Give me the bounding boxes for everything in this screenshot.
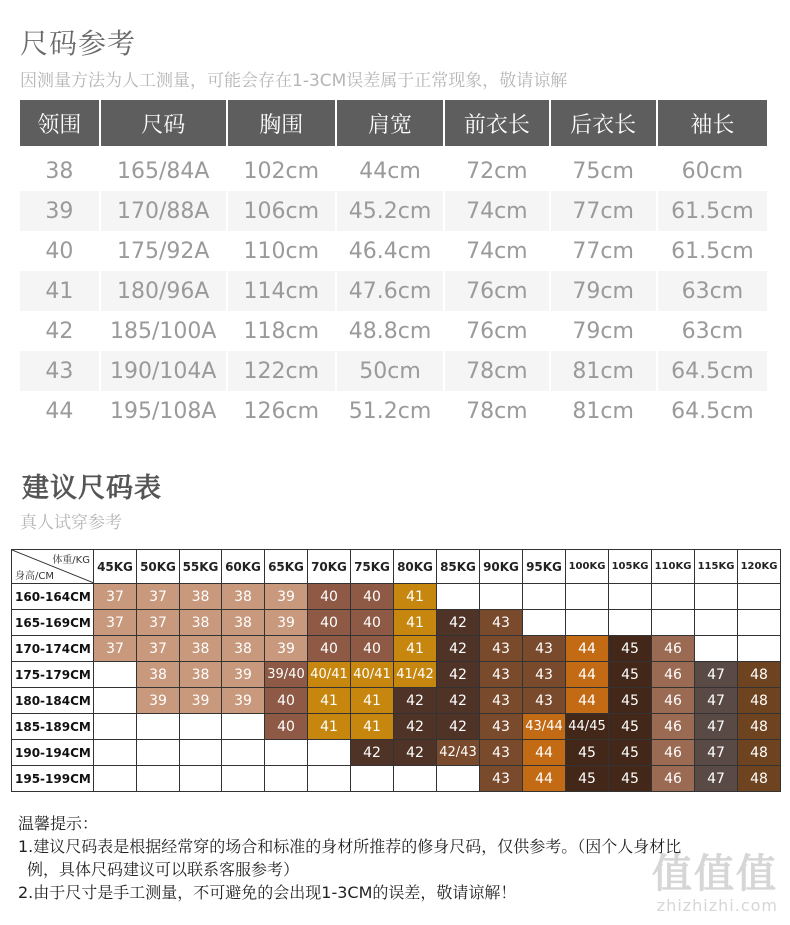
grid-cell: 38 (180, 610, 222, 636)
weight-header: 75KG (351, 550, 394, 584)
table-cell: 170/88A (101, 191, 228, 231)
table-cell: 50cm (337, 351, 445, 391)
grid-cell: 46 (652, 714, 695, 740)
grid-cell: 38 (222, 610, 265, 636)
recommend-grid (11, 549, 781, 792)
table-cell: 165/84A (101, 151, 228, 191)
grid-cell: 43 (523, 636, 566, 662)
recommend-subtitle: 真人试穿参考 (20, 513, 122, 533)
watermark-url: zhizhizhi.com (656, 896, 778, 915)
grid-cell: 42 (437, 662, 480, 688)
grid-cell (652, 584, 695, 610)
grid-cell (566, 584, 609, 610)
grid-cell (137, 714, 180, 740)
weight-header: 65KG (265, 550, 308, 584)
grid-cell: 40 (351, 584, 394, 610)
grid-cell: 45 (609, 740, 652, 766)
grid-row (12, 714, 781, 740)
grid-cell (566, 610, 609, 636)
grid-cell (308, 740, 351, 766)
grid-cell: 47 (695, 740, 738, 766)
grid-cell: 39 (265, 610, 308, 636)
notes-heading: 温馨提示： (18, 814, 99, 833)
table-row (20, 231, 767, 271)
grid-row (12, 584, 781, 610)
grid-cell: 37 (94, 610, 137, 636)
table-cell: 81cm (551, 391, 658, 431)
grid-cell: 42 (351, 740, 394, 766)
weight-header: 90KG (480, 550, 523, 584)
table-cell: 61.5cm (671, 198, 754, 224)
grid-cell: 47 (695, 766, 738, 792)
grid-cell (437, 584, 480, 610)
grid-cell: 41 (394, 584, 437, 610)
size-chart-title: 尺码参考 (20, 27, 137, 60)
grid-cell (695, 636, 738, 662)
grid-cell: 43/44 (523, 714, 566, 740)
grid-cell: 43 (523, 688, 566, 714)
grid-cell: 37 (137, 584, 180, 610)
weight-header: 70KG (308, 550, 351, 584)
table-cell: 79cm (551, 311, 658, 351)
grid-cell (523, 610, 566, 636)
header-cell: 后衣长 (551, 100, 658, 146)
grid-cell: 39 (265, 584, 308, 610)
table-cell: 41 (20, 271, 101, 311)
grid-cell: 45 (609, 714, 652, 740)
grid-cell: 38 (222, 636, 265, 662)
table-cell: 63cm (681, 278, 744, 304)
table-cell: 185/100A (101, 311, 228, 351)
grid-cell: 41 (351, 688, 394, 714)
grid-cell: 42 (437, 714, 480, 740)
grid-cell (94, 688, 137, 714)
weight-header: 100KG (566, 550, 609, 584)
weight-header: 105KG (609, 550, 652, 584)
grid-cell: 48 (738, 714, 781, 740)
table-cell: 76cm (445, 271, 550, 311)
grid-cell: 38 (180, 584, 222, 610)
table-row (20, 311, 767, 351)
grid-cell (222, 740, 265, 766)
grid-cell: 43 (480, 636, 523, 662)
header-cell: 尺码 (101, 100, 228, 146)
height-label: 195-199CM (12, 766, 94, 792)
height-label: 160-164CM (12, 584, 94, 610)
table-cell: 77cm (551, 231, 658, 271)
table-cell: 78cm (445, 351, 550, 391)
grid-cell: 43 (480, 740, 523, 766)
table-cell: 46.4cm (337, 231, 445, 271)
grid-cell: 46 (652, 688, 695, 714)
table-cell: 42 (20, 311, 101, 351)
grid-cell: 43 (480, 610, 523, 636)
grid-cell (265, 740, 308, 766)
grid-cell: 39 (222, 688, 265, 714)
grid-cell: 39 (265, 636, 308, 662)
table-cell: 180/96A (101, 271, 228, 311)
grid-cell: 38 (222, 584, 265, 610)
table-cell: 79cm (551, 271, 658, 311)
grid-cell: 39 (137, 688, 180, 714)
grid-cell: 38 (180, 662, 222, 688)
grid-cell: 41/42 (394, 662, 437, 688)
grid-cell: 43 (480, 766, 523, 792)
grid-cell (265, 766, 308, 792)
grid-cell: 39 (222, 662, 265, 688)
weight-header: 55KG (180, 550, 222, 584)
height-label: 175-179CM (12, 662, 94, 688)
grid-row (12, 766, 781, 792)
table-cell: 61.5cm (671, 238, 754, 264)
grid-cell (94, 714, 137, 740)
grid-cell: 41 (308, 714, 351, 740)
table-cell: 44 (20, 391, 101, 431)
grid-cell: 45 (566, 740, 609, 766)
weight-header: 95KG (523, 550, 566, 584)
grid-cell: 40 (308, 584, 351, 610)
table-cell: 43 (20, 351, 101, 391)
grid-cell: 43 (480, 662, 523, 688)
grid-cell: 48 (738, 740, 781, 766)
grid-cell (222, 714, 265, 740)
watermark (652, 852, 778, 915)
grid-cell (738, 636, 781, 662)
table-cell: 76cm (445, 311, 550, 351)
grid-cell: 37 (94, 584, 137, 610)
weight-header: 80KG (394, 550, 437, 584)
table-cell: 78cm (445, 391, 550, 431)
table-cell: 195/108A (101, 391, 228, 431)
grid-cell (523, 584, 566, 610)
table-cell: 64.5cm (671, 398, 754, 424)
header-cell: 肩宽 (337, 100, 445, 146)
grid-cell: 42 (437, 610, 480, 636)
grid-cell: 48 (738, 766, 781, 792)
header-cell: 胸围 (228, 100, 337, 146)
height-label: 170-174CM (12, 636, 94, 662)
grid-cell: 48 (738, 688, 781, 714)
grid-cell (180, 714, 222, 740)
grid-cell: 40 (265, 688, 308, 714)
grid-cell: 40 (351, 636, 394, 662)
grid-cell (94, 740, 137, 766)
grid-cell: 41 (394, 610, 437, 636)
grid-cell (738, 610, 781, 636)
table-row (20, 271, 767, 311)
grid-cell: 40 (308, 610, 351, 636)
grid-cell (222, 766, 265, 792)
grid-cell: 39 (180, 688, 222, 714)
grid-cell: 43 (480, 714, 523, 740)
grid-cell: 39/40 (265, 662, 308, 688)
grid-cell: 47 (695, 688, 738, 714)
table-cell: 122cm (228, 351, 337, 391)
weight-header: 85KG (437, 550, 480, 584)
grid-cell (609, 610, 652, 636)
weight-header: 115KG (695, 550, 738, 584)
grid-cell: 44 (566, 662, 609, 688)
table-row (20, 351, 767, 391)
grid-cell: 41 (308, 688, 351, 714)
table-cell: 64.5cm (671, 358, 754, 384)
height-label: 190-194CM (12, 740, 94, 766)
table-cell: 48.8cm (337, 311, 445, 351)
grid-cell: 37 (137, 610, 180, 636)
grid-cell: 46 (652, 636, 695, 662)
grid-cell: 37 (94, 636, 137, 662)
grid-cell: 44 (566, 636, 609, 662)
notes (18, 812, 681, 904)
grid-cell: 43 (523, 662, 566, 688)
table-cell: 110cm (228, 231, 337, 271)
size-chart-subtitle: 因测量方法为人工测量，可能会存在1-3CM误差属于正常现象，敬请谅解 (20, 71, 568, 91)
grid-cell: 45 (609, 688, 652, 714)
table-cell: 118cm (228, 311, 337, 351)
grid-cell (94, 766, 137, 792)
grid-cell (137, 740, 180, 766)
grid-cell: 42 (437, 636, 480, 662)
grid-cell (738, 584, 781, 610)
grid-cell (180, 740, 222, 766)
table-cell: 126cm (228, 391, 337, 431)
grid-row (12, 662, 781, 688)
grid-cell: 42 (394, 740, 437, 766)
table-cell: 40 (20, 231, 101, 271)
table-cell: 75cm (551, 151, 658, 191)
grid-cell (437, 766, 480, 792)
table-cell: 44cm (337, 151, 445, 191)
table-cell: 114cm (228, 271, 337, 311)
grid-cell: 47 (695, 662, 738, 688)
grid-cell: 41 (394, 636, 437, 662)
grid-cell (652, 610, 695, 636)
grid-cell: 44 (566, 688, 609, 714)
table-row (20, 151, 767, 191)
table-cell: 51.2cm (337, 391, 445, 431)
table-cell: 72cm (445, 151, 550, 191)
grid-cell: 40/41 (351, 662, 394, 688)
grid-cell (351, 766, 394, 792)
grid-corner (12, 550, 94, 584)
header-cell: 前衣长 (445, 100, 550, 146)
grid-cell: 44/45 (566, 714, 609, 740)
grid-cell (94, 662, 137, 688)
grid-cell (480, 584, 523, 610)
grid-cell: 42 (394, 688, 437, 714)
grid-cell: 42 (394, 714, 437, 740)
grid-cell: 37 (137, 636, 180, 662)
table-cell: 63cm (681, 318, 744, 344)
size-table (20, 100, 767, 431)
grid-cell (695, 584, 738, 610)
grid-cell: 45 (566, 766, 609, 792)
grid-cell: 44 (523, 740, 566, 766)
grid-cell: 47 (695, 714, 738, 740)
table-cell: 106cm (228, 191, 337, 231)
table-cell: 175/92A (101, 231, 228, 271)
grid-row (12, 688, 781, 714)
table-cell: 45.2cm (337, 191, 445, 231)
grid-cell (609, 584, 652, 610)
grid-cell: 40/41 (308, 662, 351, 688)
height-label: 165-169CM (12, 610, 94, 636)
grid-row (12, 740, 781, 766)
height-axis-label: 身高/CM (15, 571, 54, 582)
weight-header: 60KG (222, 550, 265, 584)
height-label: 185-189CM (12, 714, 94, 740)
table-cell: 60cm (681, 158, 744, 184)
table-cell: 102cm (228, 151, 337, 191)
grid-cell (394, 766, 437, 792)
table-cell: 190/104A (101, 351, 228, 391)
grid-cell: 42/43 (437, 740, 480, 766)
height-label: 180-184CM (12, 688, 94, 714)
weight-header: 120KG (738, 550, 781, 584)
grid-cell: 38 (180, 636, 222, 662)
grid-cell (180, 766, 222, 792)
note-line: 例，具体尺码建议可以联系客服参考） (27, 860, 300, 879)
watermark-logo: 值值值 (652, 851, 778, 897)
table-cell: 38 (20, 151, 101, 191)
grid-cell: 46 (652, 766, 695, 792)
table-row (20, 391, 767, 431)
size-table-header (20, 100, 767, 146)
table-cell: 47.6cm (337, 271, 445, 311)
header-cell: 领围 (20, 100, 101, 146)
grid-cell: 45 (609, 662, 652, 688)
grid-cell: 40 (265, 714, 308, 740)
table-cell: 77cm (551, 191, 658, 231)
grid-cell (137, 766, 180, 792)
table-cell: 74cm (445, 231, 550, 271)
grid-cell (308, 766, 351, 792)
header-cell: 袖长 (690, 112, 735, 138)
table-cell: 81cm (551, 351, 658, 391)
grid-cell: 43 (480, 688, 523, 714)
table-row (20, 191, 767, 231)
grid-cell: 46 (652, 662, 695, 688)
grid-cell: 40 (351, 610, 394, 636)
note-line: 1.建议尺码表是根据经常穿的场合和标准的身材所推荐的修身尺码，仅供参考。（因个人身材比 (18, 837, 682, 856)
grid-cell: 48 (738, 662, 781, 688)
recommend-title: 建议尺码表 (22, 473, 162, 504)
grid-cell: 45 (609, 766, 652, 792)
weight-axis-label: 体重/KG (52, 555, 90, 566)
grid-cell: 46 (652, 740, 695, 766)
grid-cell (695, 610, 738, 636)
grid-row (12, 610, 781, 636)
grid-cell: 45 (609, 636, 652, 662)
grid-cell: 40 (308, 636, 351, 662)
weight-header: 110KG (652, 550, 695, 584)
grid-row (12, 636, 781, 662)
note-line: 2.由于尺寸是手工测量，不可避免的会出现1-3CM的误差，敬请谅解！ (18, 883, 517, 902)
table-cell: 39 (20, 191, 101, 231)
size-table-body (20, 151, 767, 431)
grid-cell: 44 (523, 766, 566, 792)
table-cell: 74cm (445, 191, 550, 231)
grid-cell: 42 (437, 688, 480, 714)
weight-header: 50KG (137, 550, 180, 584)
grid-cell: 41 (351, 714, 394, 740)
grid-cell: 38 (137, 662, 180, 688)
weight-header: 45KG (94, 550, 137, 584)
